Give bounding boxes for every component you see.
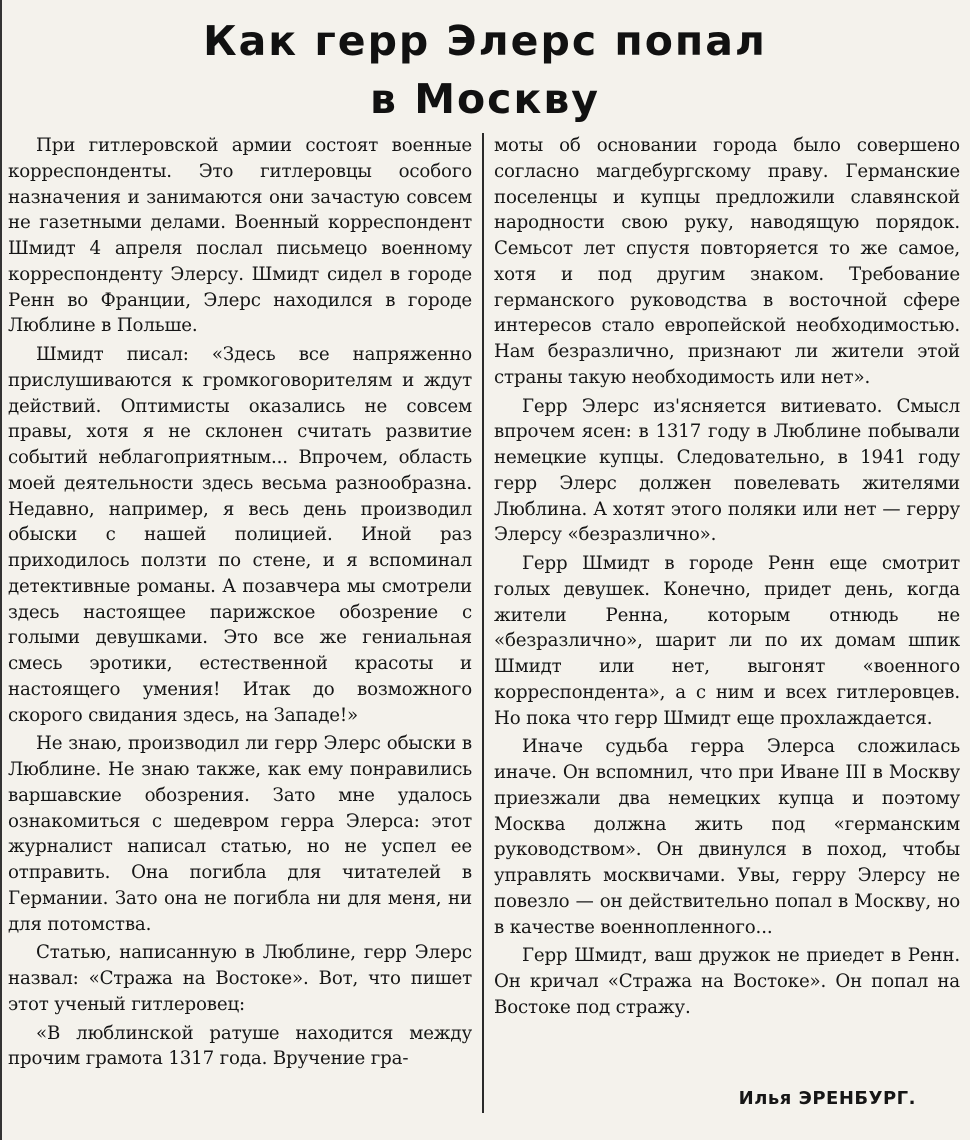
- author-signature: Илья ЭРЕНБУРГ.: [738, 1088, 916, 1109]
- paragraph: Иначе судьба герра Элерса сложилась иначе. Он вспомнил, что при Иване III в Москву приезжали два немецких купца и поэтому Москва должна жить под «германским руководством». Он двинулся в поход, чтобы управлять москвичами. Увы, герру Элерсу не повезло — он действительно попал в Москву, но в качестве военнопленного...: [494, 736, 960, 938]
- paragraph: Герр Шмидт в городе Ренн еще смотрит голых девушек. Конечно, придет день, когда жители Ренна, которым отнюдь не «безразлично», шарит ли по их домам шпик Шмидт или нет, выгонят «военного корреспондента», а с ним и всех гитлеровцев. Но пока что герр Шмидт еще прохлаждается.: [494, 553, 960, 729]
- headline-line-1: Как герр Элерс попал: [203, 17, 767, 65]
- paragraph: Статью, написанную в Люблине, герр Элерс назвал: «Стража на Востоке». Вот, что пишет этот ученый гитлеровец:: [8, 942, 472, 1015]
- paragraph: «В люблинской ратуше находится между прочим грамота 1317 года. Вручение гра-: [8, 1022, 472, 1070]
- headline: [0, 12, 970, 128]
- paragraph: моты об основании города было совершено согласно магдебургскому праву. Германские поселенцы и купцы предложили славянской народности свою руку, наводящую порядок. Семьсот лет спустя повторяется то же самое, хотя и под другим знаком. Требование германского руководства в восточной сфере интересов стало европейской необходимостью. Нам безразлично, признают ли жители этой страны такую необходимость или нет».: [494, 135, 960, 388]
- page-edge-line: [0, 0, 2, 1140]
- left-column: [8, 133, 472, 1075]
- paragraph: Герр Элерс из'ясняется витиевато. Смысл впрочем ясен: в 1317 году в Люблине побывали немецкие купцы. Следовательно, в 1941 году герр Элерс должен повелевать жителями Люблина. А хотят этого поляки или нет — герру Элерсу «безразлично».: [494, 395, 960, 546]
- paragraph: При гитлеровской армии состоят военные корреспонденты. Это гитлеровцы особого назначения и занимаются они зачастую совсем не газетными делами. Военный корреспондент Шмидт 4 апреля послал письмецо военному корреспонденту Элерсу. Шмидт сидел в городе Ренн во Франции, Элерс находился в городе Люблине в Польше.: [8, 135, 472, 337]
- paragraph: Шмидт писал: «Здесь все напряженно прислушиваются к громкоговорителям и ждут действий. Оптимисты оказались не совсем правы, хотя я не склонен считать развитие событий неблагоприятным... Впрочем, область моей деятельности здесь весьма разнообразна. Недавно, например, я весь день производил обыски с нашей полицией. Иной раз приходилось ползти по стене, и я вспоминал детективные романы. А позавчера мы смотрели здесь настоящее парижское обозрение с голыми девушками. Это все же гениальная смесь эротики, естественной красоты и настоящего умения! Итак до возможного скорого свидания здесь, на Западе!»: [8, 344, 472, 726]
- paragraph: Герр Шмидт, ваш дружок не приедет в Ренн. Он кричал «Стража на Востоке». Он попал на Востоке под стражу.: [494, 945, 960, 1018]
- column-divider: [482, 133, 484, 1113]
- right-column: [494, 133, 960, 1024]
- paragraph: Не знаю, производил ли герр Элерс обыски в Люблине. Не знаю также, как ему понравились варшавские обозрения. Зато мне удалось ознакомиться с шедевром герра Элерса: этот журналист написал статью, но не успел ее отправить. Она погибла для читателей в Германии. Зато она не погибла ни для меня, ни для потомства.: [8, 733, 472, 935]
- headline-line-2: в Москву: [370, 75, 600, 123]
